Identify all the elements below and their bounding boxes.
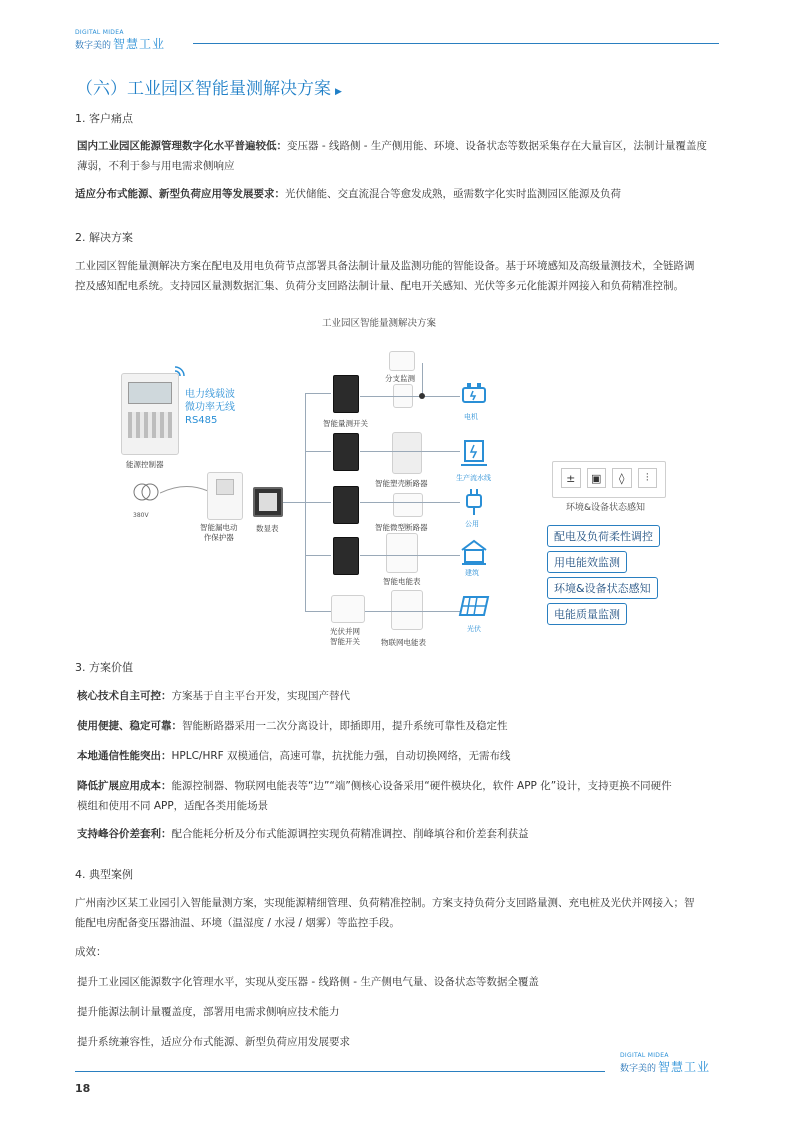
branch-3 <box>305 502 331 503</box>
row1-line <box>360 396 460 397</box>
smart-meter-device <box>386 533 418 573</box>
logo-english: DIGITAL MIDEA <box>75 29 124 36</box>
transformer-icon <box>131 482 161 506</box>
footer-logo-cn-big: 智慧工业 <box>658 1060 711 1074</box>
iot-meter-label: 物联网电能表 <box>381 638 426 647</box>
row3-line <box>360 502 460 503</box>
display-meter-label: 数显表 <box>256 524 279 533</box>
building-icon <box>459 538 489 570</box>
branch-monitor-device <box>389 351 415 371</box>
footer-logo-english: DIGITAL MIDEA <box>620 1052 669 1059</box>
branch-1 <box>305 393 331 394</box>
header-rule <box>193 43 719 44</box>
leakage-protector-label: 智能漏电动 作保护器 <box>200 523 238 542</box>
branch-4 <box>305 555 331 556</box>
pv-switch-device <box>331 595 365 623</box>
env-sensing-label: 环境&设备状态感知 <box>566 503 646 513</box>
solar-panel-icon <box>458 595 490 623</box>
heading-case: 4. 典型案例 <box>75 868 133 881</box>
value-item-2: 使用便捷、稳定可靠：智能断路器采用一二次分离设计，即插即用，提升系统可靠性及稳定性 <box>77 720 508 732</box>
feature-box-4: 电能质量监测 <box>547 603 627 625</box>
section-title: （六）工业园区智能量测解决方案 ▶ <box>76 79 342 99</box>
transformer-link <box>160 485 210 499</box>
bus-link <box>283 502 305 503</box>
load-label-building: 建筑 <box>465 569 479 577</box>
pain-point-1: 国内工业园区能源管理数字化水平普遍较低：变压器 - 线路侧 - 生产侧用能、环境、设备状态等数据采集存在大量盲区，法制计量覆盖度 薄弱，不利于参与用电需求侧响应 <box>77 140 707 172</box>
heading-customer-pain: 1. 客户痛点 <box>75 112 133 125</box>
motor-icon <box>459 378 489 412</box>
load-label-assembly: 生产流水线 <box>456 474 491 482</box>
feature-box-2: 用电能效监测 <box>547 551 627 573</box>
result-item-3: 提升系统兼容性，适应分布式能源、新型负荷应用发展要求 <box>77 1036 350 1048</box>
footer-rule <box>75 1071 605 1072</box>
footer-logo-cn-small: 数字美的 <box>620 1064 657 1074</box>
branch-monitor-label: 分支监测 <box>385 374 415 383</box>
header-logo <box>75 29 165 52</box>
result-item-1: 提升工业园区能源数字化管理水平，实现从变压器 - 线路侧 - 生产侧电气量、设备状态等数据全覆盖 <box>77 976 539 988</box>
branch-5 <box>305 611 331 612</box>
pain-point-2: 适应分布式能源、新型负荷应用等发展要求：光伏储能、交直流混合等愈发成熟，亟需数字化实时监测园区能源及负荷 <box>75 188 621 200</box>
row4-line <box>360 555 460 556</box>
logo-cn-small: 数字美的 <box>75 41 112 51</box>
row1-node <box>419 393 425 399</box>
smart-switch-device <box>333 375 359 413</box>
branch-2 <box>305 451 331 452</box>
smart-switch-device-4 <box>333 537 359 575</box>
mini-breaker-label: 智能微型断路器 <box>375 523 428 532</box>
row1-monitor-line <box>422 363 423 396</box>
row5-line <box>365 611 460 612</box>
feature-box-1: 配电及负荷柔性调控 <box>547 525 660 547</box>
voltage-label: 380V <box>133 512 149 519</box>
smart-meter-label: 智能电能表 <box>383 577 421 586</box>
smart-switch-device-2 <box>333 433 359 471</box>
leakage-protector-device <box>207 472 243 520</box>
plastic-breaker-device <box>392 432 422 474</box>
display-meter-device <box>253 487 283 517</box>
feature-box-3: 环境&设备状态感知 <box>547 577 658 599</box>
sliders-icon: ⫶ <box>638 468 658 488</box>
water-drop-icon: ◊ <box>612 468 632 488</box>
value-item-4: 降低扩展应用成本：能源控制器、物联网电能表等“边”“端”侧核心设备采用“硬件模块化，软件 APP 化”设计，支持更换不同硬件 模组和使用不同 APP，适配各类用能场景 <box>77 780 672 812</box>
footer-logo <box>620 1052 710 1075</box>
mini-breaker-device <box>393 493 423 517</box>
smart-switch-label: 智能量测开关 <box>323 419 368 428</box>
iot-meter-device <box>391 590 423 630</box>
results-label: 成效： <box>75 946 107 958</box>
assembly-line-icon <box>459 438 489 472</box>
value-item-3: 本地通信性能突出：HPLC/HRF 双模通信，高速可靠，抗扰能力强，自动切换网络，无需布线 <box>77 750 511 762</box>
load-label-solar: 光伏 <box>467 625 481 633</box>
pv-switch-label: 光伏并网 智能开关 <box>330 627 360 646</box>
page-number: 18 <box>75 1082 91 1095</box>
energy-controller-label: 能源控制器 <box>126 460 164 469</box>
value-item-1: 核心技术自主可控：方案基于自主平台开发，实现国产替代 <box>77 690 350 702</box>
monitor-icon: ▣ <box>587 468 607 488</box>
diagram-title: 工业园区智能量测解决方案 <box>322 318 437 329</box>
meter-icon: ± <box>561 468 581 488</box>
value-item-5: 支持峰谷价差套利：配合能耗分析及分布式能源调控实现负荷精准调控、削峰填谷和价差套利获益 <box>77 828 529 840</box>
comm-labels: 电力线载波 微功率无线 RS485 <box>185 389 235 426</box>
heading-value: 3. 方案价值 <box>75 661 133 674</box>
plastic-breaker-label: 智能塑壳断路器 <box>375 479 428 488</box>
solution-paragraph: 工业园区智能量测解决方案在配电及用电负荷节点部署具备法制计量及监测功能的智能设备。基于环境感知及高级量测技术，全链路调 控及感知配电系统。支持园区量测数据汇集、负荷分支回路法制计量、配电开关感知、光伏等多元化能源并网接入和负荷精准控制。 <box>75 260 695 292</box>
energy-controller-device <box>121 373 179 455</box>
plug-icon <box>461 487 487 521</box>
result-item-2: 提升能源法制计量覆盖度，部署用电需求侧响应技术能力 <box>77 1006 340 1018</box>
case-paragraph: 广州南沙区某工业园引入智能量测方案，实现能源精细管理、负荷精准控制。方案支持负荷分支回路量测、充电桩及光伏并网接入；智 能配电房配备变压器油温、环境（温湿度 / 水浸 / 烟雾）等监控手段。 <box>75 897 695 929</box>
heading-solution: 2. 解决方案 <box>75 231 133 244</box>
smart-switch-device-3 <box>333 486 359 524</box>
load-label-public: 公用 <box>465 520 479 528</box>
env-sensing-box <box>552 461 666 498</box>
load-label-motor: 电机 <box>464 413 478 421</box>
row2-line <box>360 451 460 452</box>
logo-cn-big: 智慧工业 <box>113 37 166 51</box>
